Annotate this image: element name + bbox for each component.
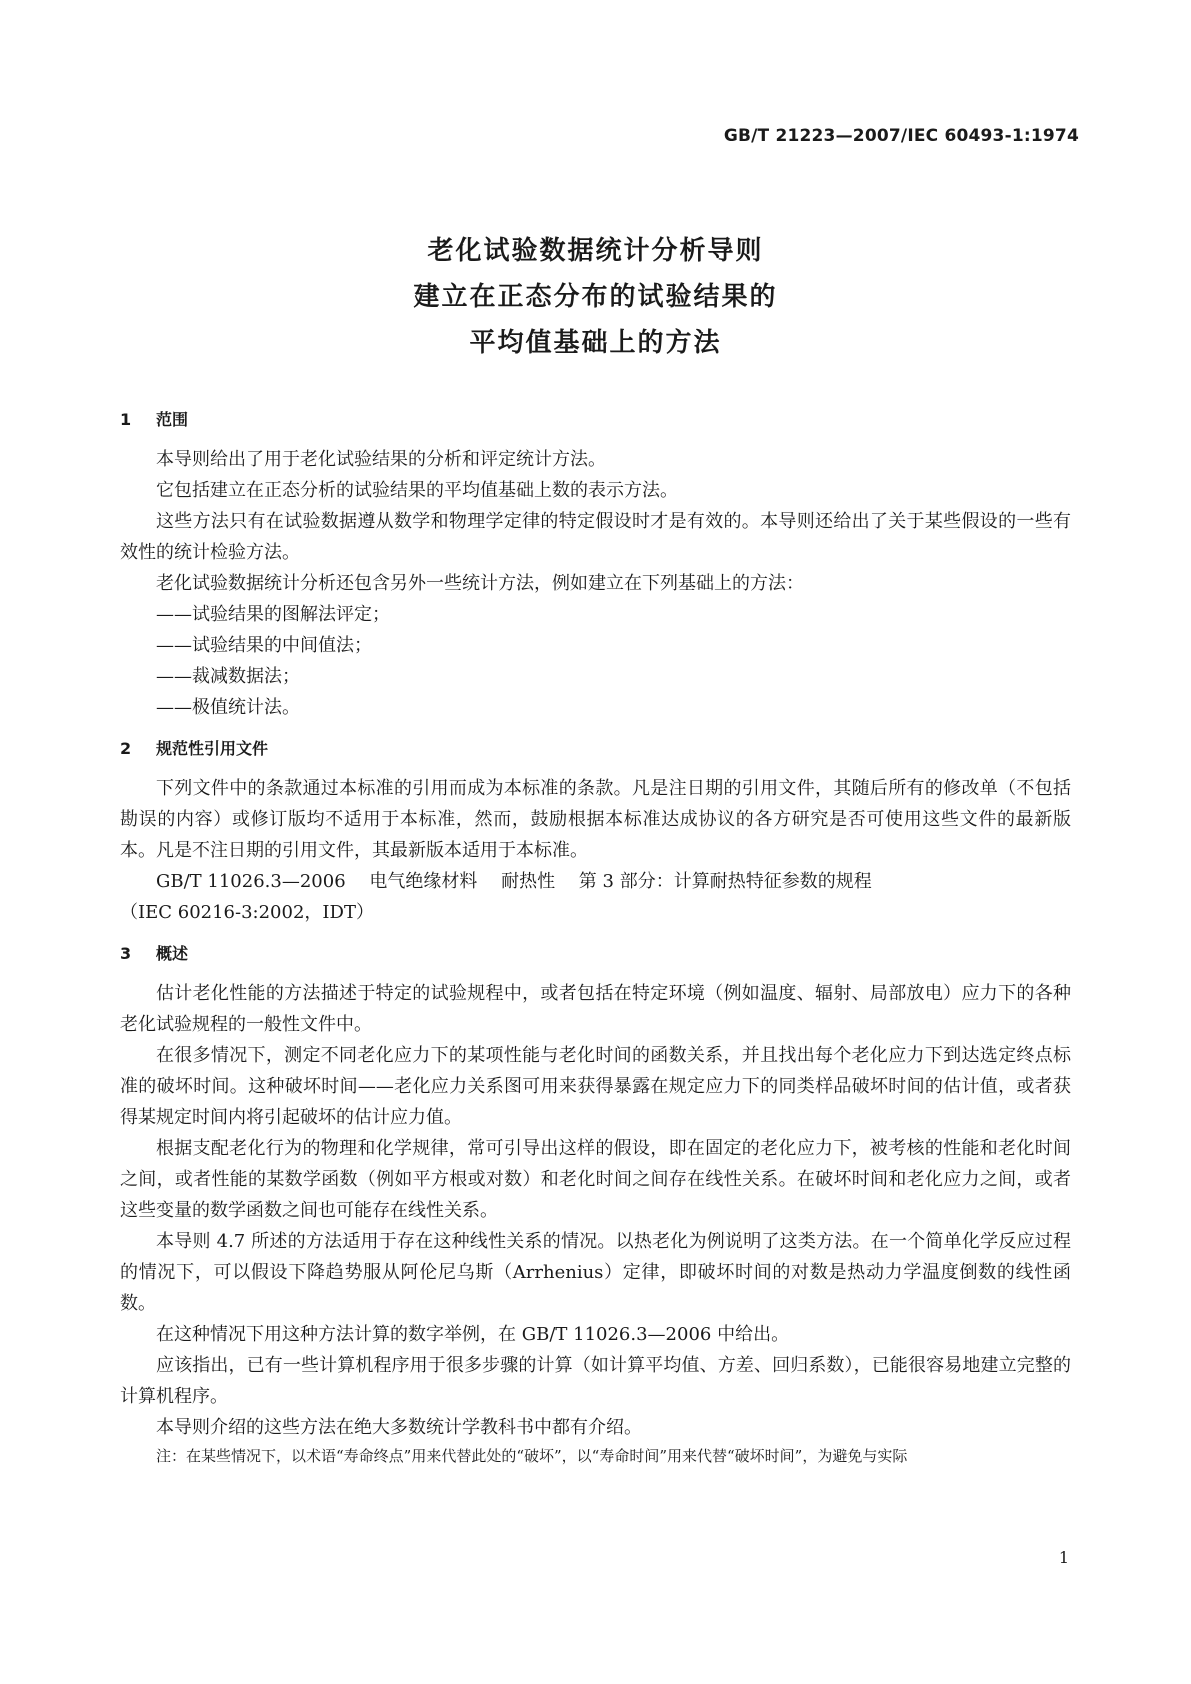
paragraph: 根据支配老化行为的物理和化学规律，常可引导出这样的假设，即在固定的老化应力下，被考核的性能和老化时间之间，或者性能的某数学函数（例如平方根或对数）和老化时间之间存在线性关系。在破坏时间和老化应力之间，或者这些变量的数学函数之间也可能存在线性关系。 <box>120 1138 1071 1221</box>
paragraph: 本导则给出了用于老化试验结果的分析和评定统计方法。 <box>156 449 606 470</box>
title-line-1: 老化试验数据统计分析导则 <box>427 236 764 266</box>
paragraph: 本导则 4.7 所述的方法适用于存在这种线性关系的情况。以热老化为例说明了这类方法。在一个简单化学反应过程的情况下，可以假设下降趋势服从阿伦尼乌斯（Arrhenius）定律，即破坏时间的对数是热动力学温度倒数的线性函数。 <box>120 1231 1071 1314</box>
document-title <box>0 228 1191 366</box>
section-heading <box>120 739 1071 759</box>
section-heading <box>120 944 1071 964</box>
section-normative-references <box>120 739 1071 928</box>
paragraph: 在这种情况下用这种方法计算的数字举例，在 GB/T 11026.3—2006 中给出。 <box>156 1324 790 1345</box>
list-item: ——极值统计法。 <box>156 697 300 718</box>
title-line-3: 平均值基础上的方法 <box>469 328 722 358</box>
section-title: 范围 <box>156 410 189 429</box>
section-number: 1 <box>120 410 132 429</box>
paragraph: 估计老化性能的方法描述于特定的试验规程中，或者包括在特定环境（例如温度、辐射、局部放电）应力下的各种老化试验规程的一般性文件中。 <box>120 983 1071 1035</box>
title-line-2: 建立在正态分布的试验结果的 <box>413 282 778 312</box>
reference-line: GB/T 11026.3—2006 电气绝缘材料 耐热性 第 3 部分：计算耐热特征参数的规程 <box>156 871 872 892</box>
section-overview <box>120 944 1071 1469</box>
section-title: 概述 <box>156 944 189 963</box>
list-item: ——试验结果的图解法评定； <box>156 604 390 625</box>
note: 注：在某些情况下，以术语“寿命终点”用来代替此处的“破坏”，以“寿命时间”用来代替“破坏时间”，为避免与实际 <box>156 1447 908 1465</box>
paragraph: 下列文件中的条款通过本标准的引用而成为本标准的条款。凡是注日期的引用文件，其随后所有的修改单（不包括勘误的内容）或修订版均不适用于本标准，然而，鼓励根据本标准达成协议的各方研究是否可使用这些文件的最新版本。凡是不注日期的引用文件，其最新版本适用于本标准。 <box>120 778 1071 861</box>
paragraph: 老化试验数据统计分析还包含另外一些统计方法，例如建立在下列基础上的方法： <box>156 573 804 594</box>
section-title: 规范性引用文件 <box>156 739 269 758</box>
section-number: 3 <box>120 944 132 963</box>
paragraph: 它包括建立在正态分析的试验结果的平均值基础上数的表示方法。 <box>156 480 678 501</box>
list-item: ——裁减数据法； <box>156 666 300 687</box>
paragraph: 本导则介绍的这些方法在绝大多数统计学教科书中都有介绍。 <box>156 1417 642 1438</box>
page-number: 1 <box>1058 1548 1069 1567</box>
list-item: ——试验结果的中间值法； <box>156 635 372 656</box>
paragraph: 应该指出，已有一些计算机程序用于很多步骤的计算（如计算平均值、方差、回归系数），已能很容易地建立完整的计算机程序。 <box>120 1355 1071 1407</box>
standard-number: GB/T 21223—2007/IEC 60493-1:1974 <box>723 126 1079 146</box>
paragraph: 在很多情况下，测定不同老化应力下的某项性能与老化时间的函数关系，并且找出每个老化应力下到达选定终点标准的破坏时间。这种破坏时间——老化应力关系图可用来获得暴露在规定应力下的同类样品破坏时间的估计值，或者获得某规定时间内将引起破坏的估计应力值。 <box>120 1045 1071 1128</box>
document-body <box>120 410 1071 1485</box>
section-heading <box>120 410 1071 430</box>
section-number: 2 <box>120 739 132 758</box>
reference-line: （IEC 60216-3:2002，IDT） <box>120 902 374 923</box>
section-scope <box>120 410 1071 723</box>
paragraph: 这些方法只有在试验数据遵从数学和物理学定律的特定假设时才是有效的。本导则还给出了关于某些假设的一些有效性的统计检验方法。 <box>120 511 1071 563</box>
